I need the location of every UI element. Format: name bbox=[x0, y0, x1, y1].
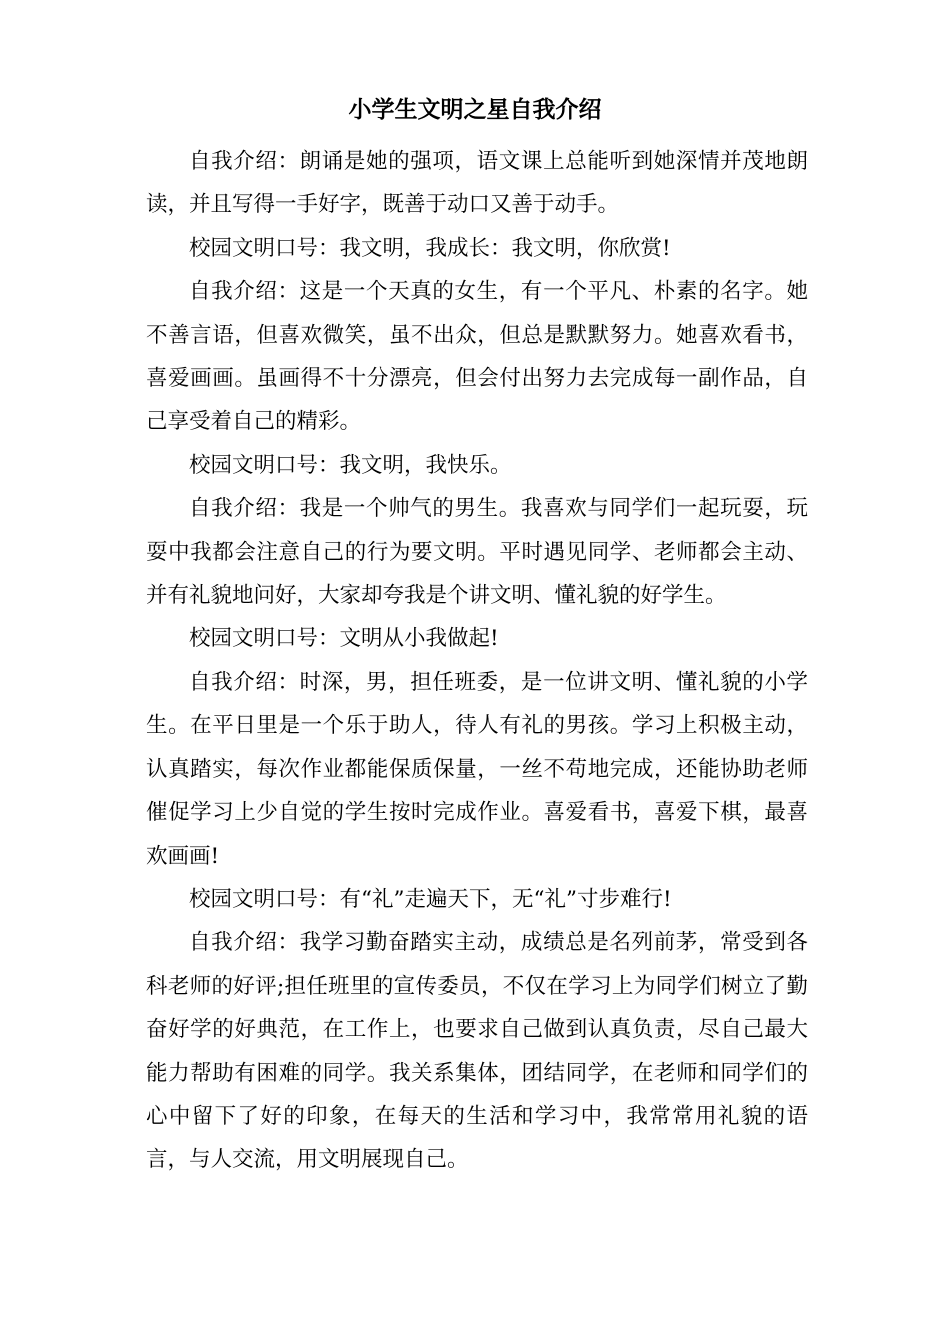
slogan-paragraph: 校园文明口号：我文明，我成长：我文明，你欣赏! bbox=[189, 235, 671, 261]
document-title: 小学生文明之星自我介绍 bbox=[348, 96, 602, 123]
intro-paragraph: 自我介绍：我是一个帅气的男生。我喜欢与同学们一起玩耍，玩耍中我都会注意自己的行为要文明。平时遇见同学、老师都会主动、并有礼貌地问好，大家却夸我是个讲文明、懂礼貌的好学生。 bbox=[146, 496, 808, 609]
slogan-paragraph: 校园文明口号：有“礼”走遍天下，无“礼”寸步难行! bbox=[189, 886, 672, 912]
slogan-paragraph: 校园文明口号：我文明，我快乐。 bbox=[189, 452, 512, 478]
document-body bbox=[146, 140, 808, 1182]
slogan-paragraph: 校园文明口号：文明从小我做起! bbox=[189, 626, 499, 652]
intro-paragraph: 自我介绍：我学习勤奋踏实主动，成绩总是名列前茅，常受到各科老师的好评;担任班里的宣传委员，不仅在学习上为同学们树立了勤奋好学的好典范，在工作上，也要求自己做到认真负责，尽自己最大能力帮助有困难的同学。我关系集体，团结同学，在老师和同学们的心中留下了好的印象，在每天的生活和学习中，我常常用礼貌的语言，与人交流，用文明展现自己。 bbox=[146, 930, 808, 1173]
intro-paragraph: 自我介绍：朗诵是她的强项，语文课上总能听到她深情并茂地朗读，并且写得一手好字，既善于动口又善于动手。 bbox=[146, 149, 808, 218]
intro-paragraph: 自我介绍：时深，男，担任班委，是一位讲文明、懂礼貌的小学生。在平日里是一个乐于助人，待人有礼的男孩。学习上积极主动，认真踏实，每次作业都能保质保量，一丝不苟地完成，还能协助老师催促学习上少自觉的学生按时完成作业。喜爱看书，喜爱下棋，最喜欢画画! bbox=[146, 669, 808, 869]
intro-paragraph: 自我介绍：这是一个天真的女生，有一个平凡、朴素的名字。她不善言语，但喜欢微笑，虽不出众，但总是默默努力。她喜欢看书，喜爱画画。虽画得不十分漂亮，但会付出努力去完成每一副作品，自己享受着自己的精彩。 bbox=[146, 279, 808, 435]
